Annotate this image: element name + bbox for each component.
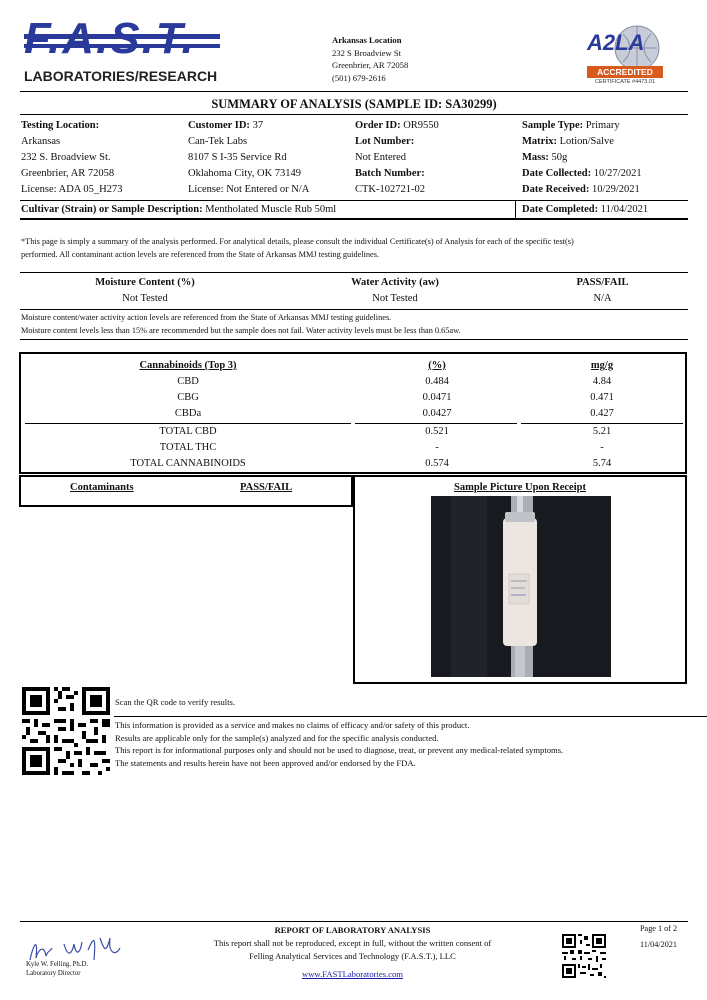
legal-line: The statements and results herein have not been approved and/or endorsed by the FDA. xyxy=(115,757,416,768)
signer-info xyxy=(26,960,88,978)
pass-fail-header: PASS/FAIL xyxy=(576,277,629,288)
cultivar-separator xyxy=(515,201,516,219)
cannabinoid-name: CBG xyxy=(177,392,199,403)
accredited-label: ACCREDITED xyxy=(587,66,663,78)
legal-line: This report is for informational purposes only and should not be used to diagnose, treat, or prevent any medical-related symptoms. xyxy=(115,745,564,755)
cannabinoid-mg: 4.84 xyxy=(592,376,612,387)
customer-block xyxy=(188,118,309,198)
contaminants-table xyxy=(19,475,353,507)
total-percent: 0.521 xyxy=(425,426,449,437)
title-divider xyxy=(20,114,688,115)
customer-line: 8107 S I-35 Service Rd xyxy=(188,152,287,163)
moisture-note: Moisture content/water activity action levels are referenced from the State of Arkansas MMJ testing guidelines. xyxy=(21,313,392,322)
cultivar-value: Mentholated Muscle Rub 50ml xyxy=(205,204,337,215)
total-name: TOTAL CANNABINOIDS xyxy=(130,458,246,469)
report-date: 11/04/2021 xyxy=(640,939,677,949)
date-completed-label: Date Completed: xyxy=(522,204,599,215)
moisture-bottom-divider xyxy=(20,339,688,340)
cannabinoid-percent: 0.0471 xyxy=(422,392,452,403)
sample-tube-image xyxy=(431,496,611,677)
lot-number-value: Not Entered xyxy=(355,152,407,163)
matrix-label: Matrix: xyxy=(522,136,557,147)
signer-title: Laboratory Director xyxy=(26,970,81,977)
moisture-notes xyxy=(21,312,461,337)
qr-code-icon xyxy=(22,687,110,775)
pass-fail-value: N/A xyxy=(593,293,612,304)
location-street: 232 S Broadview St xyxy=(332,47,401,58)
date-received-label: Date Received: xyxy=(522,184,590,195)
legal-divider xyxy=(114,716,707,717)
testing-location-license: License: ADA 05_H273 xyxy=(21,184,123,195)
date-received-value: 10/29/2021 xyxy=(591,184,640,195)
moisture-mid-divider xyxy=(20,309,688,310)
customer-line: Can-Tek Labs xyxy=(188,136,248,147)
mg-per-g-header: mg/g xyxy=(590,360,614,371)
report-line: This report shall not be reproduced, except in full, without the written consent of xyxy=(213,938,492,948)
customer-id-label: Customer ID: xyxy=(188,120,250,131)
cannabinoid-mg: 0.471 xyxy=(590,392,614,403)
customer-id-value: 37 xyxy=(252,120,264,131)
cultivar-row xyxy=(21,202,336,218)
total-mg: - xyxy=(600,442,604,453)
website-link[interactable]: www.FASTLaboratories.com xyxy=(302,969,403,979)
cannabinoid-mg: 0.427 xyxy=(590,408,614,419)
cannabinoid-percent: 0.484 xyxy=(425,376,449,387)
cannabinoid-name: CBD xyxy=(177,376,199,387)
lab-location xyxy=(332,34,408,84)
date-completed-row xyxy=(522,202,648,218)
verify-qr-code[interactable] xyxy=(22,687,110,775)
page-number: Page 1 of 2 xyxy=(640,924,678,933)
total-name: TOTAL THC xyxy=(159,442,217,453)
date-collected-label: Date Collected: xyxy=(522,168,592,179)
moisture-value: Not Tested xyxy=(122,293,168,304)
customer-license: License: Not Entered or N/A xyxy=(188,184,310,195)
legal-line: This information is provided as a service and makes no claims of efficacy and/or safety of this product. xyxy=(115,720,470,730)
location-title: Arkansas Location xyxy=(332,35,402,45)
location-phone: (501) 679-2616 xyxy=(332,72,386,83)
disclaimer xyxy=(21,236,574,261)
total-mg: 5.21 xyxy=(592,426,612,437)
signer-name: Kyle W. Felling, Ph.D. xyxy=(26,961,89,968)
customer-line: Oklahoma City, OK 73149 xyxy=(188,168,302,179)
info-bottom-divider xyxy=(20,218,688,220)
moisture-note: Moisture content levels less than 15% are recommended but the sample does not fail. Water activity levels must be less than 0.65aw. xyxy=(21,325,461,335)
logo-subtitle: LABORATORIES/RESEARCH xyxy=(24,68,218,84)
sample-type-label: Sample Type: xyxy=(522,120,584,131)
sample-type-value: Primary xyxy=(585,120,620,131)
total-percent: 0.574 xyxy=(425,458,449,469)
qr-instruction: Scan the QR code to verify results. xyxy=(115,697,236,707)
sample-picture-panel xyxy=(353,475,687,684)
testing-location-line: Arkansas xyxy=(21,136,61,147)
report-notice xyxy=(190,924,515,981)
certificate-number: CERTIFICATE #4473.01 xyxy=(594,79,656,85)
qr-code-icon xyxy=(562,934,606,978)
moisture-top-divider xyxy=(20,272,688,273)
summary-title: SUMMARY OF ANALYSIS (SAMPLE ID: SA30299) xyxy=(211,97,497,111)
mass-value: 50g xyxy=(551,152,568,163)
legal-notices xyxy=(115,719,563,769)
order-id-value: OR9550 xyxy=(403,120,439,131)
location-city: Greenbrier, AR 72058 xyxy=(332,60,409,70)
testing-location-label: Testing Location: xyxy=(21,120,100,131)
accreditation-seal xyxy=(585,24,665,88)
mass-label: Mass: xyxy=(522,152,549,163)
cannabinoids-header: Cannabinoids (Top 3) xyxy=(139,360,237,371)
cultivar-label: Cultivar (Strain) or Sample Description: xyxy=(21,204,203,215)
disclaimer-line: *This page is simply a summary of the analysis performed. For analytical details, please consult the individual Certificate(s) of Analysis for each of the specific test(s) xyxy=(21,237,574,246)
report-title: REPORT OF LABORATORY ANALYSIS xyxy=(274,925,431,935)
info-divider xyxy=(20,200,688,201)
sample-type-block xyxy=(522,118,642,198)
testing-location-line: Greenbrier, AR 72058 xyxy=(21,168,115,179)
date-completed-value: 11/04/2021 xyxy=(600,204,649,215)
total-mg: 5.74 xyxy=(592,458,612,469)
cannabinoid-percent: 0.0427 xyxy=(422,408,452,419)
water-activity-header: Water Activity (aw) xyxy=(351,277,439,288)
total-percent: - xyxy=(435,442,439,453)
moisture-header: Moisture Content (%) xyxy=(95,277,195,288)
matrix-value: Lotion/Salve xyxy=(559,136,614,147)
sample-photo xyxy=(431,496,611,677)
footer-qr-code[interactable] xyxy=(562,934,606,978)
a2la-text: A2LA xyxy=(587,30,645,55)
contaminants-header: Contaminants xyxy=(70,482,134,493)
cannabinoid-name: CBDa xyxy=(174,408,202,419)
cannabinoids-table xyxy=(19,352,687,474)
order-id-label: Order ID: xyxy=(355,120,401,131)
testing-location-line: 232 S. Broadview St. xyxy=(21,152,111,163)
sample-picture-title: Sample Picture Upon Receipt xyxy=(454,482,586,493)
date-collected-value: 10/27/2021 xyxy=(593,168,642,179)
page-info xyxy=(640,923,677,951)
fast-logo xyxy=(22,14,222,86)
logo-text: F.A.S.T. xyxy=(24,14,196,63)
batch-number-value: CTK-102721-02 xyxy=(355,184,425,195)
disclaimer-line: performed. All contaminant action levels are referenced from the State of Arkansas MMJ testing guidelines. xyxy=(21,249,380,259)
order-block xyxy=(355,118,439,198)
batch-number-label: Batch Number: xyxy=(355,168,425,179)
testing-location-block xyxy=(21,118,123,198)
water-activity-value: Not Tested xyxy=(372,293,418,304)
report-line: Felling Analytical Services and Technology (F.A.S.T.), LLC xyxy=(249,951,456,961)
header-divider xyxy=(20,91,688,92)
contaminants-pass-fail-header: PASS/FAIL xyxy=(240,482,293,493)
percent-header: (%) xyxy=(428,360,446,371)
footer-divider xyxy=(20,921,688,922)
lot-number-label: Lot Number: xyxy=(355,136,415,147)
legal-line: Results are applicable only for the sample(s) analyzed and for the specific analysis conducted. xyxy=(115,732,439,743)
total-name: TOTAL CBD xyxy=(159,426,217,437)
